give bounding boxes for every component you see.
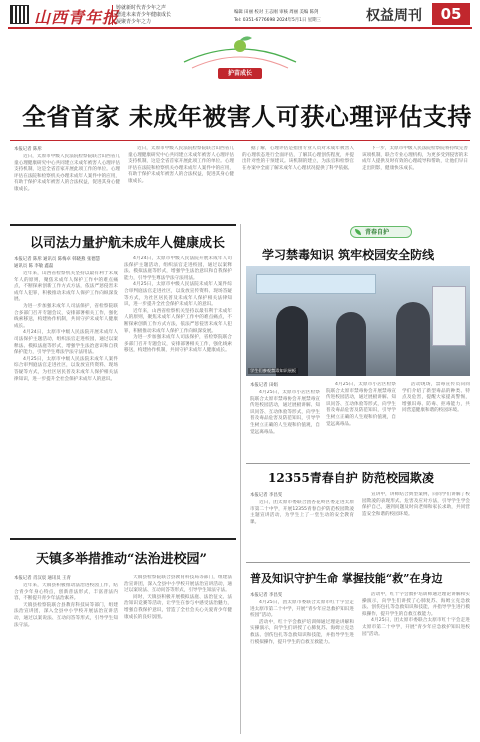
art2-headline: 学习禁毒知识 筑牢校园安全防线 <box>262 248 435 262</box>
lead-para-1b: 近日，太原市中级人民法院检察院联合山西省儿童心理健康研究中心共同建立未成年被害人心理评估支持机制，这是全省首家开展此项工作的单位。心理评估在法院和检察机关办理未成年人案件中的应用，有助于保护未成年被害人的合法权益，促进其身心健康成长。 <box>128 146 234 184</box>
art2-photo <box>246 266 470 376</box>
art5-para-1b: 4月25日，团太原市委联合太原市红十字会走进太原市第二十中学，开展“青少年应急救护知识进校园”活动。 <box>362 618 470 637</box>
art2-para-2: 活动现场，禁毒宣传员向同学们介绍了新型毒品的种类、特点及危害，提醒大家提高警惕，增强识毒、防毒、拒毒能力，共同营造健康和谐的校园环境。 <box>402 382 470 414</box>
art2-tag-label: 青春自护 <box>365 229 390 236</box>
art5-col-1 <box>250 600 354 734</box>
art2-para-1b: 4月25日，太原市小店区检察院联合太原市禁毒协会开展禁毒宣传进校园活动，通过展板讲解、知识问答、互动体验等形式，向学生普及毒品危害及防范知识，引导学生树立正确的人生观和价值观，自觉远离毒品。 <box>326 382 396 427</box>
pitch-line-2: 增进未来青少年健康成长 <box>116 11 172 18</box>
art1-para-1: 近年来，山西省检察机关坚持以最有利于未成年人的原则，聚焦未成年人保护工作中的难点痛点，不断探索创新工作方式方法，依法严惩侵害未成年人犯罪，积极推动未成年人保护工作向纵深发展。 <box>14 271 118 303</box>
art1-top-rule <box>10 224 236 226</box>
lead-para-2: 据了解，心理评估是指由专业人员对未成年被害人的心理状态进行全面评估，了解其心理创伤程度，并提出针对性的干预建议。该机制的建立，为法官和检察官在办案中全面了解未成年人心理状况提供了科学依据。 <box>242 146 354 171</box>
art5-para-1: 4月25日，团太原市委联合太原市红十字会走进太原市第二十中学，开展“青少年应急救护知识进校园”活动。 <box>250 600 354 619</box>
lead-byline: 本报记者 陈彤 <box>14 147 42 152</box>
art5-headline: 普及知识守护生命 掌握技能“救”在身边 <box>250 572 443 585</box>
pitch-line-3: 凝聚青少年之力 <box>116 18 152 25</box>
masthead-pitch <box>112 5 171 25</box>
art1-col-1 <box>14 271 118 533</box>
art3-headline: 12355青春自护 防范校园欺凌 <box>268 471 434 485</box>
art5-top-rule <box>246 562 470 563</box>
staff-credits: 编辑 田丽 校对 王志刚 审核 周丽 美编 陈剑 <box>234 10 319 15</box>
art1-para-3: 4月24日，太原市中级人民法院开展未成年人司法保护主题活动，组织法官走进校园，通过以案释法、模拟法庭等形式，增强学生法治意识和自我保护能力，引导学生尊法学法守法用法。 <box>14 330 118 356</box>
art1-col-2 <box>124 256 232 533</box>
photo-person-1 <box>276 306 308 376</box>
masthead-rule <box>8 27 472 29</box>
art2-para-1: 4月25日，太原市小店区检察院联合太原市禁毒协会开展禁毒宣传进校园活动，通过展板讲解、知识问答、互动体验等形式，向学生普及毒品危害及防范知识，引导学生树立正确的人生观和价值观，自觉远离毒品。 <box>250 390 320 435</box>
section-name: 权益周刊 <box>366 8 422 24</box>
page-number: 05 <box>432 3 470 25</box>
lead-col-3 <box>242 146 354 220</box>
lead-para-1: 近日，太原市中级人民法院检察院联合山西省儿童心理健康研究中心共同建立未成年被害人心理评估支持机制，这是全省首家开展此项工作的单位。心理评估在法院和检察机关办理未成年人案件中的应用，有助于保护未成年被害人的合法权益，促进其身心健康成长。 <box>14 154 120 192</box>
kicker-banner <box>180 32 300 88</box>
art2-col-2 <box>326 382 396 460</box>
column-divider <box>240 224 241 734</box>
photo-board <box>432 286 466 346</box>
art4-para-2: 天镇县检察院联合县教育科技局等部门，组建法治宣讲团，深入全县中小学校开展法治宣讲活动，通过以案说法、互动问答等形式，引导学生知法守法。 <box>14 602 118 628</box>
art2-photo-caption: 学生们参观禁毒知识展板 <box>250 368 297 373</box>
art4-para-2b: 天镇县检察院联合县教育科技局等部门，组建法治宣讲团，深入全县中小学校开展法治宣讲活动，通过以案说法、互动问答等形式，引导学生知法守法。 <box>124 575 232 594</box>
art1-para-4b: 4月25日，太原市中级人民法院未成年人案件综合审判庭法官走进社区，以发放宣传资料、现场答疑等方式，为社区居民普及未成年人保护相关法律知识，进一步提升全社会保护未成年人的意识。 <box>124 282 232 308</box>
masthead-logo: 山西青年报 <box>34 8 120 27</box>
art4-para-1: 近年来，天镇县积极推动法治进校园工作，结合青少年身心特点，创新普法形式，丰富普法内容，不断提升青少年法治素养。 <box>14 583 118 602</box>
art1-para-1b: 近年来，山西省检察机关坚持以最有利于未成年人的原则，聚焦未成年人保护工作中的难点痛点，不断探索创新工作方式方法，依法严惩侵害未成年人犯罪，积极推动未成年人保护工作向纵深发展。 <box>124 308 232 334</box>
art4-para-3: 同时，天镇县积极开展模拟法庭、法治征文、法治知识竞赛等活动，让学生在参与中感受法治魅力，增强自我保护意识，营造了全社会关心关爱青少年健康成长的良好氛围。 <box>124 594 232 620</box>
art3-top-rule <box>246 463 470 464</box>
photo-person-3 <box>396 302 430 376</box>
art5-byline: 本报记者 李昌雯 <box>250 593 283 598</box>
art4-headline: 天镇多举措推动“法治进校园” <box>36 552 207 567</box>
art2-col-1 <box>250 390 320 460</box>
kicker-ribbon-art <box>180 32 300 88</box>
pitch-line-1: 铸就新时代青少年之声 <box>116 5 167 11</box>
art3-col-2 <box>362 492 470 556</box>
lead-para-3: 下一步，太原市中级人民法院检察院将持续完善该项机制，联合专业心理机构，为更多受到侵害的未成年人提供及时有效的心理疏导和帮助，让他们早日走出阴影，健康快乐成长。 <box>362 146 468 171</box>
art3-para-1: 近日，团太原市委联合团杏花岭区委走进太原市第二十中学，开展12355青春自护防范校园欺凌主题宣讲活动，为学生上了一堂生动的安全教育课。 <box>250 500 354 525</box>
art1-para-2: 为进一步加强未成年人司法保护，省检察院联合多部门召开专题会议，安排部署相关工作，强化线索移送，构建协作机制，共同守护未成年人健康成长。 <box>14 303 118 329</box>
art1-headline: 以司法力量护航未成年人健康成长 <box>30 236 226 251</box>
art1-para-3b: 4月24日，太原市中级人民法院开展未成年人司法保护主题活动，组织法官走进校园，通过以案释法、模拟法庭等形式，增强学生法治意识和自我保护能力，引导学生尊法学法守法用法。 <box>124 256 232 281</box>
art5-para-2b: 活动中，红十字会救护培训师通过理论讲解和实操演示，向学生们讲授了心肺复苏、海姆立克急救法、创伤包扎等急救知识和技能，并指导学生进行模拟操作，提升学生的自救互救能力。 <box>362 592 470 617</box>
art5-para-2: 活动中，红十字会救护培训师通过理论讲解和实操演示，向学生们讲授了心肺复苏、海姆立克急救法、创伤包扎等急救知识和技能，并指导学生进行模拟操作，提升学生的自救互救能力。 <box>250 619 354 645</box>
art4-top-rule <box>10 538 236 540</box>
kicker-label: 护苗成长 <box>227 70 252 77</box>
art1-para-4: 4月25日，太原市中级人民法院未成年人案件综合审判庭法官走进社区，以发放宣传资料、现场答疑等方式，为社区居民普及未成年人保护相关法律知识，进一步提升全社会保护未成年人的意识。 <box>14 356 118 382</box>
art4-col-2 <box>124 575 232 733</box>
lead-col-4 <box>362 146 468 220</box>
art2-tag <box>350 226 412 238</box>
art3-para-2: 宣讲中，讲师结合典型案例，向同学们讲解了校园欺凌的表现形式、危害及应对方法，引导学生学会保护自己，遇到问题及时向老师和家长求助，共同营造安全和谐的校园环境。 <box>362 492 470 517</box>
photo-banner <box>256 274 376 294</box>
lead-col-2 <box>128 146 234 220</box>
art4-byline: 本报记者 肖汉宸 通讯员 王青 <box>14 576 71 581</box>
art2-col-3 <box>402 382 470 460</box>
leaf-icon <box>355 229 361 235</box>
art3-byline: 本报记者 李昌雯 <box>250 493 283 498</box>
qr-code <box>10 5 29 24</box>
phone-date: Tel: 0351-6776698 2024年5月1日 星期三 <box>234 18 321 23</box>
lead-headline: 全省首家 未成年被害人可获心理评估支持 <box>22 102 472 131</box>
art5-col-2 <box>362 592 470 734</box>
art4-col-1 <box>14 583 118 733</box>
lead-rule <box>10 140 470 141</box>
art1-byline-2: 通讯员 陈 李敏 鑫磊 <box>14 264 54 269</box>
photo-person-2 <box>336 312 366 376</box>
art1-byline: 本报记者 陈彤 通讯员 陈梅卓 韩晓燕 张德慧 <box>14 257 101 262</box>
lead-col-1 <box>14 154 120 220</box>
art2-byline: 本报记者 田娟 <box>250 383 278 388</box>
art3-col-1 <box>250 500 354 556</box>
art1-para-2b: 为进一步加强未成年人司法保护，省检察院联合多部门召开专题会议，安排部署相关工作，强化线索移送，构建协作机制，共同守护未成年人健康成长。 <box>124 335 232 354</box>
